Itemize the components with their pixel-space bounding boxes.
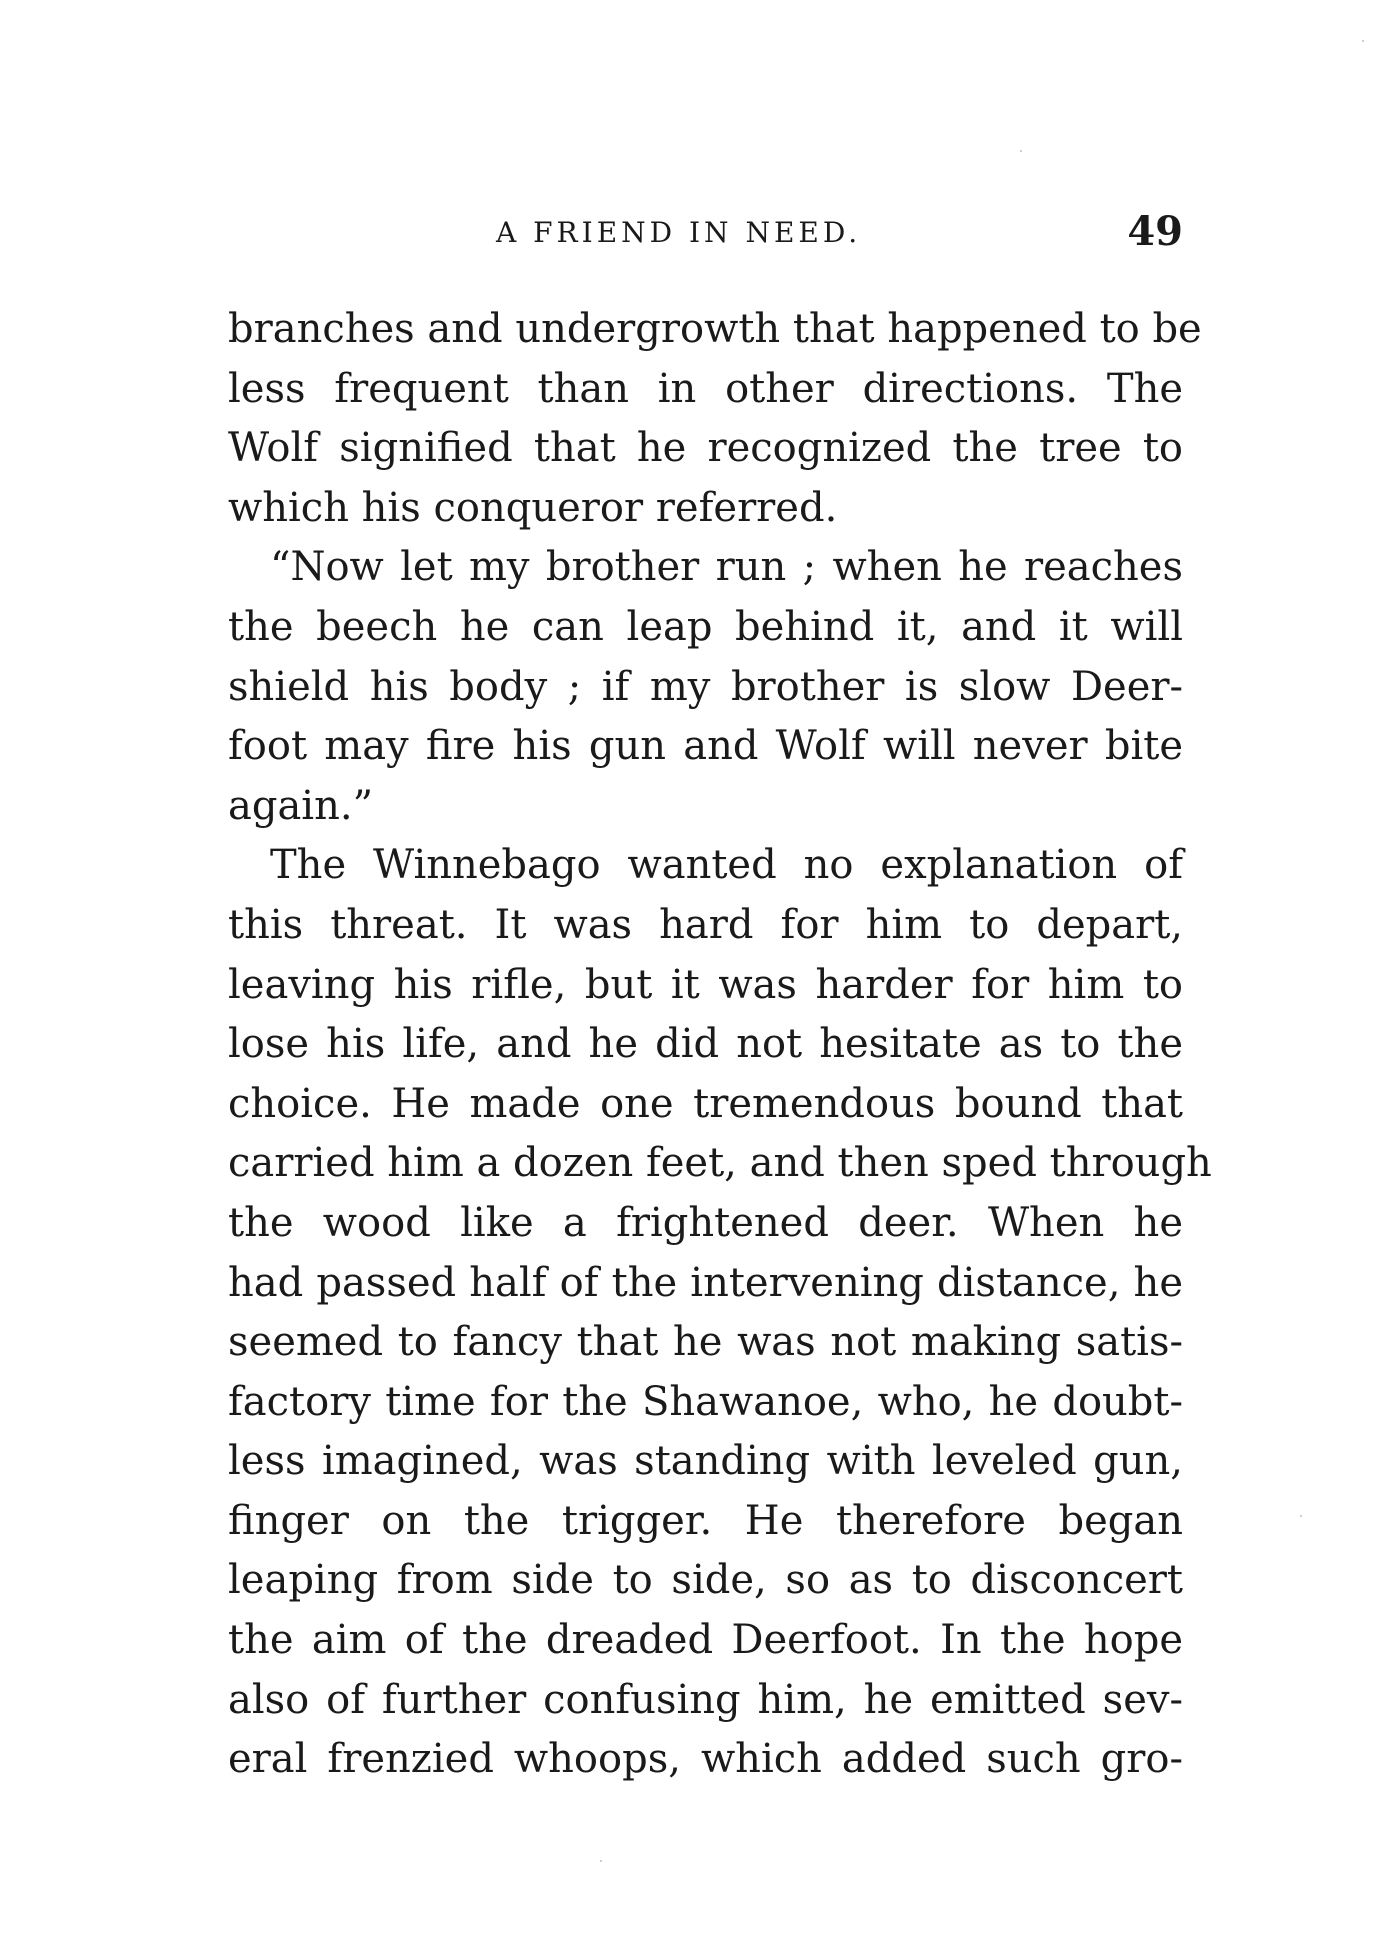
- text-line: branches and undergrowth that happened to be: [228, 306, 1202, 352]
- text-line: also of further confusing him, he emitted sev-: [228, 1676, 1183, 1723]
- body-text: [228, 300, 1212, 1790]
- text-line: the aim of the dreaded Deerfoot. In the hope: [228, 1617, 1183, 1664]
- paper-speck: [1362, 40, 1364, 42]
- text-line: carried him a dozen feet, and then sped through: [228, 1140, 1212, 1187]
- text-line: “Now let my brother run ; when he reaches: [270, 544, 1183, 591]
- text-line: Wolf signified that he recognized the tree to: [228, 425, 1183, 472]
- text-line: which his conqueror referred.: [228, 484, 838, 531]
- text-line: had passed half of the intervening distance, he: [228, 1259, 1183, 1306]
- text-line: seemed to fancy that he was not making satis-: [228, 1319, 1183, 1366]
- text-line: factory time for the Shawanoe, who, he doubt-: [228, 1378, 1183, 1425]
- paper-speck: [1300, 1515, 1302, 1517]
- text-line: eral frenzied whoops, which added such gro-: [228, 1736, 1183, 1783]
- text-line: finger on the trigger. He therefore began: [228, 1497, 1183, 1544]
- paper-speck: [600, 1860, 602, 1862]
- text-line: again.”: [228, 782, 374, 829]
- text-line: the beech he can leap behind it, and it will: [228, 603, 1183, 650]
- text-line: less frequent than in other directions. The: [228, 365, 1183, 412]
- running-head: [228, 208, 1183, 264]
- text-line: foot may fire his gun and Wolf will never bite: [228, 723, 1183, 770]
- text-line: leaving his rifle, but it was harder for him to: [228, 961, 1183, 1008]
- text-line: this threat. It was hard for him to depart,: [228, 901, 1183, 948]
- text-line: choice. He made one tremendous bound that: [228, 1080, 1183, 1127]
- running-title: A FRIEND IN NEED.: [496, 216, 862, 249]
- text-line: the wood like a frightened deer. When he: [228, 1199, 1183, 1246]
- text-line: The Winnebago wanted no explanation of: [270, 842, 1183, 889]
- text-line: less imagined, was standing with leveled gun,: [228, 1438, 1183, 1485]
- page-number: 49: [1127, 208, 1183, 255]
- text-line: leaping from side to side, so as to disconcert: [228, 1557, 1183, 1604]
- text-line: lose his life, and he did not hesitate as to the: [228, 1021, 1183, 1068]
- text-line: shield his body ; if my brother is slow Deer-: [228, 663, 1183, 710]
- paper-speck: [1020, 150, 1022, 152]
